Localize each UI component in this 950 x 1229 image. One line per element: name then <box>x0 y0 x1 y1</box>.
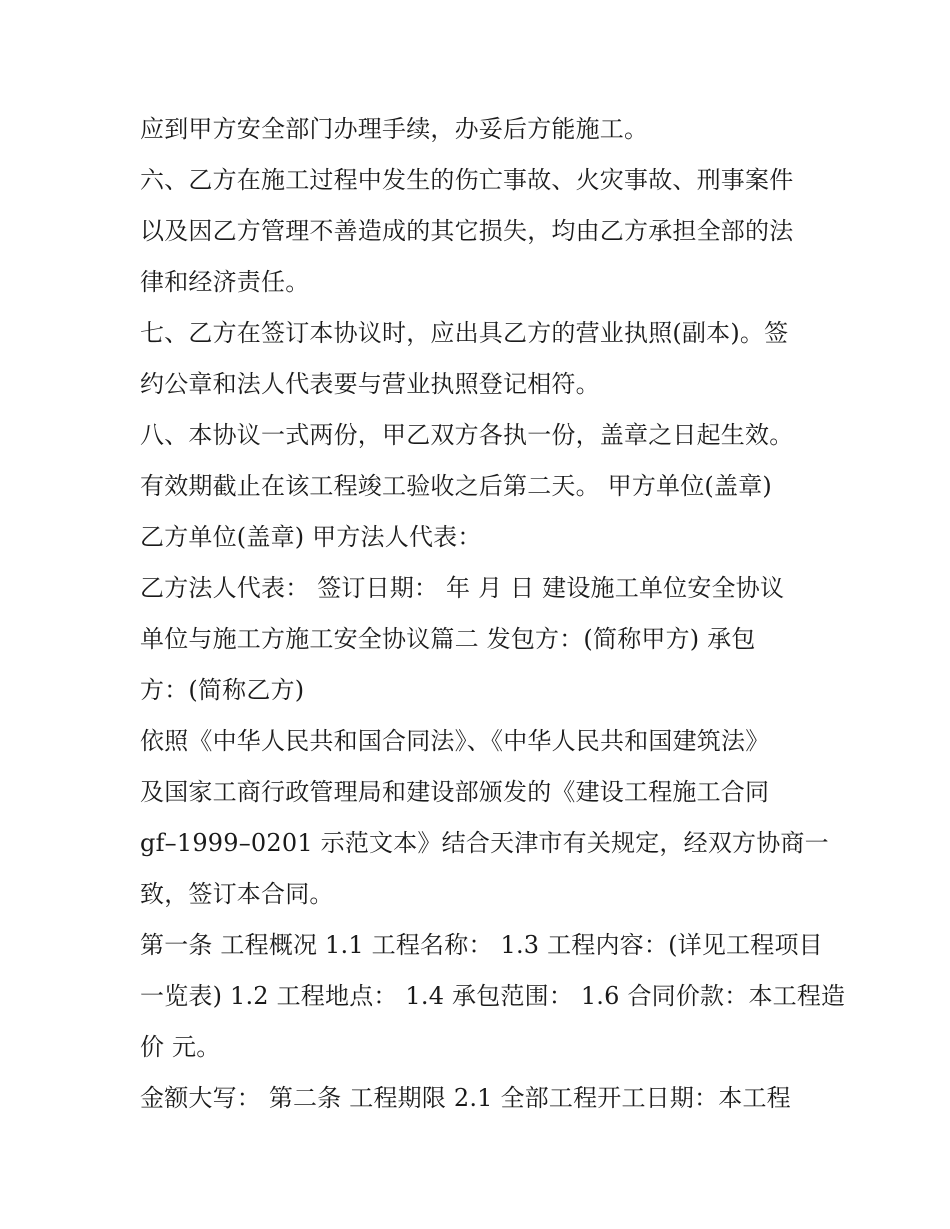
text-line: 单位与施工方施工安全协议篇二 发包方：(简称甲方) 承包 <box>140 625 756 653</box>
text-line: 第一条 工程概况 1.1 工程名称： 1.3 工程内容：(详见工程项目 <box>140 931 823 959</box>
text-line: 七、乙方在签订本协议时，应出具乙方的营业执照(副本)。签 <box>140 319 789 347</box>
text-line: 应到甲方安全部门办理手续，办妥后方能施工。 <box>140 115 649 143</box>
text-line: 乙方单位(盖章) 甲方法人代表： <box>140 523 482 551</box>
text-line: 及国家工商行政管理局和建设部颁发的《建设工程施工合同 <box>140 778 770 806</box>
document-body <box>140 104 846 1124</box>
text-line: 有效期截止在该工程竣工验收之后第二天。 甲方单位(盖章) <box>140 472 772 500</box>
text-line: gf–1999–0201 示范文本》结合天津市有关规定，经双方协商一 <box>140 829 829 857</box>
text-line: 一览表) 1.2 工程地点： 1.4 承包范围： 1.6 合同价款：本工程造 <box>140 982 846 1010</box>
text-line: 金额大写： 第二条 工程期限 2.1 全部工程开工日期：本工程 <box>140 1084 791 1112</box>
text-line: 价 元。 <box>140 1033 221 1061</box>
text-line: 依照《中华人民共和国合同法》、《中华人民共和国建筑法》 <box>140 727 770 755</box>
text-line: 方：(简称乙方) <box>140 676 305 704</box>
text-line: 以及因乙方管理不善造成的其它损失，均由乙方承担全部的法 <box>140 217 794 245</box>
text-line: 致，签订本合同。 <box>140 880 334 908</box>
text-line: 约公章和法人代表要与营业执照登记相符。 <box>140 370 600 398</box>
text-line: 律和经济责任。 <box>140 268 310 296</box>
text-line: 乙方法人代表： 签订日期： 年 月 日 建设施工单位安全协议 <box>140 574 785 602</box>
text-line: 六、乙方在施工过程中发生的伤亡事故、火灾事故、刑事案件 <box>140 166 794 194</box>
text-line: 八、本协议一式两份，甲乙双方各执一份，盖章之日起生效。 <box>140 421 794 449</box>
